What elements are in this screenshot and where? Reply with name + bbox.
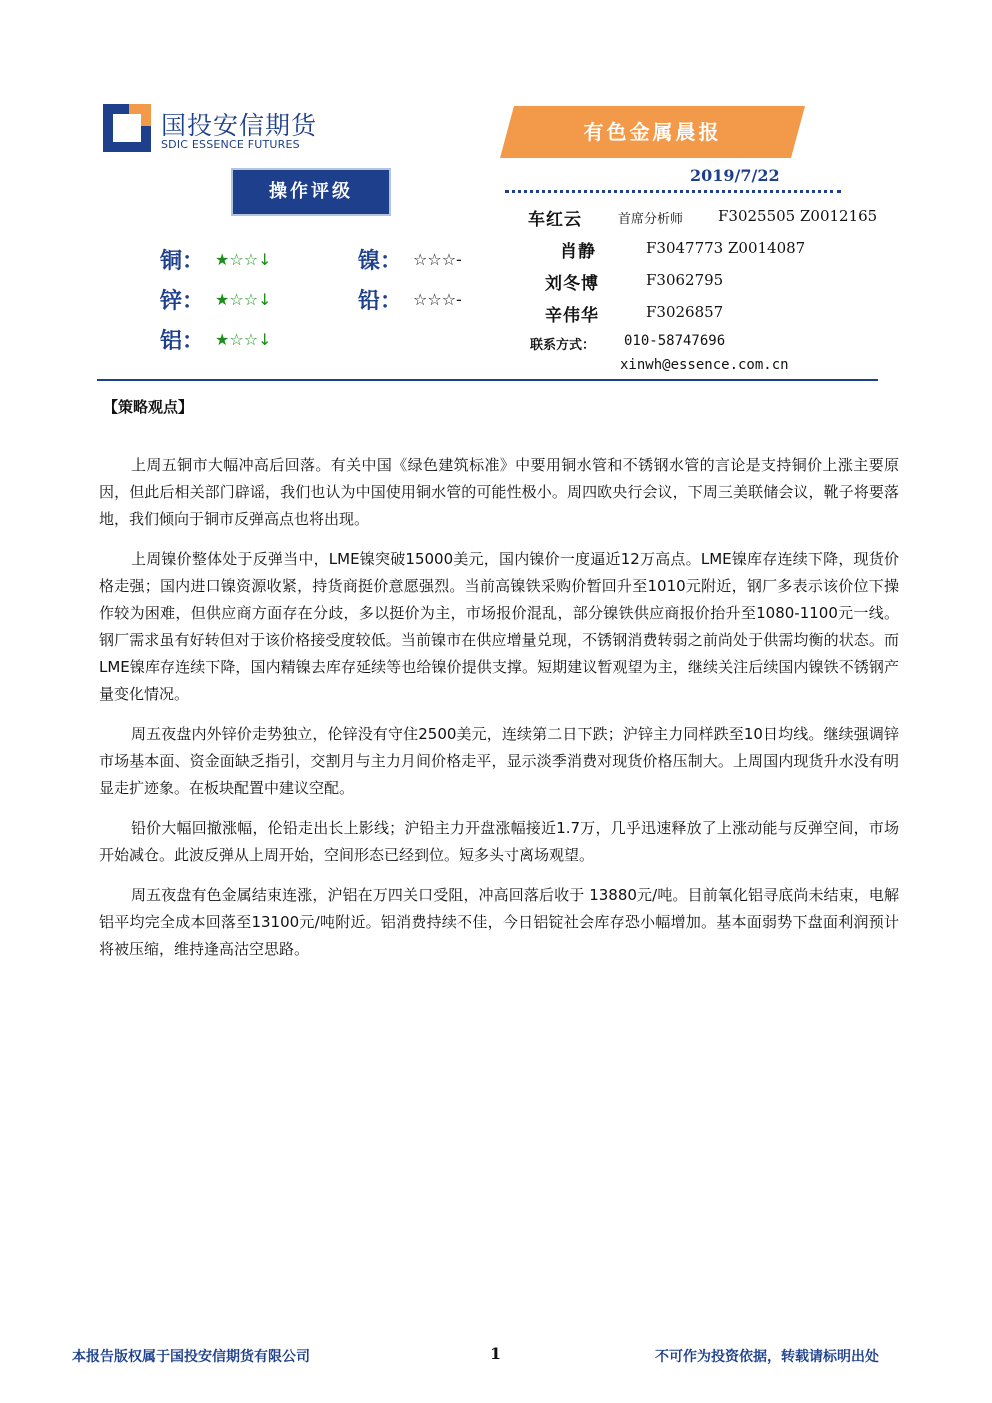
metal-label-nickel: 镍： bbox=[358, 248, 403, 274]
contact-email: xinwh@essence.com.cn bbox=[620, 357, 789, 373]
rating-stars-aluminum: ★☆☆↓ bbox=[215, 330, 272, 349]
contact-phone: 010-58747696 bbox=[624, 333, 726, 349]
rating-stars-copper: ★☆☆↓ bbox=[215, 250, 272, 269]
report-date: 2019/7/22 bbox=[690, 166, 780, 185]
paragraph-zinc: 周五夜盘内外锌价走势独立，伦锌没有守住2500美元，连续第二日下跌；沪锌主力同样跌至10日均线。继续强调锌市场基本面、资金面缺乏指引，交割月与主力月间价格走平，显示淡季消费对现货价格压制大。上周国内现货升水没有明显走扩迹象。在板块配置中建议空配。 bbox=[99, 725, 899, 797]
rating-stars-zinc: ★☆☆↓ bbox=[215, 290, 272, 309]
rating-stars-nickel: ☆☆☆- bbox=[413, 250, 462, 269]
report-title: 有色金属晨报 bbox=[583, 120, 722, 144]
paragraph-lead: 铅价大幅回撤涨幅，伦铅走出长上影线；沪铅主力开盘涨幅接近1.7万，几乎迅速释放了上涨动能与反弹空间，市场开始减仓。此波反弹从上周开始，空间形态已经到位。短多头寸离场观望。 bbox=[99, 819, 899, 864]
analyst-name: 肖静 bbox=[560, 242, 596, 262]
analyst-name: 车红云 bbox=[528, 210, 582, 230]
analyst-codes: F3062795 bbox=[646, 271, 724, 289]
rating-label-box bbox=[233, 170, 389, 214]
analyst-codes: F3026857 bbox=[646, 303, 724, 321]
metal-label-zinc: 锌： bbox=[160, 288, 205, 314]
header-divider bbox=[97, 379, 878, 381]
dotted-divider bbox=[505, 190, 841, 193]
paragraph-aluminum: 周五夜盘有色金属结束连涨，沪铝在万四关口受阻，冲高回落后收于 13880元/吨。目前氧化铝寻底尚未结束，电解铝平均完全成本回落至13100元/吨附近。铝消费持续不佳，今日铝锭社会库存恐小幅增加。基本面弱势下盘面利润预计将被压缩，维持逢高沽空思路。 bbox=[99, 886, 899, 958]
page-number: 1 bbox=[490, 1344, 502, 1363]
metal-label-copper: 铜： bbox=[160, 248, 205, 274]
section-title: 【策略观点】 bbox=[103, 398, 194, 416]
analyst-name: 辛伟华 bbox=[545, 306, 599, 326]
report-title-banner bbox=[500, 106, 805, 158]
logo-name-en: SDIC ESSENCE FUTURES bbox=[161, 138, 300, 151]
analyst-codes: F3025505 Z0012165 bbox=[718, 207, 878, 225]
footer-copyright: 本报告版权属于国投安信期货有限公司 bbox=[72, 1349, 310, 1365]
contact-label: 联系方式： bbox=[530, 338, 596, 353]
paragraph-copper: 上周五铜市大幅冲高后回落。有关中国《绿色建筑标准》中要用铜水管和不锈钢水管的言论是支持铜价上涨主要原因，但此后相关部门辟谣，我们也认为中国使用铜水管的可能性极小。周四欧央行会议，下周三美联储会议，靴子将要落地，我们倾向于铜市反弹高点也将出现。 bbox=[99, 456, 899, 528]
rating-stars-lead: ☆☆☆- bbox=[413, 290, 462, 309]
logo-mark-icon bbox=[103, 104, 151, 152]
rating-label: 操作评级 bbox=[269, 181, 353, 202]
metal-label-lead: 铅： bbox=[358, 288, 403, 314]
metal-label-aluminum: 铝： bbox=[160, 328, 205, 354]
analyst-name: 刘冬博 bbox=[545, 274, 599, 294]
company-logo bbox=[103, 104, 318, 154]
analyst-title: 首席分析师 bbox=[618, 212, 684, 227]
footer-disclaimer: 不可作为投资依据，转载请标明出处 bbox=[655, 1349, 879, 1365]
strategy-body bbox=[99, 452, 899, 976]
paragraph-nickel: 上周镍价整体处于反弹当中，LME镍突破15000美元，国内镍价一度逼近12万高点。LME镍库存连续下降，现货价格走强；国内进口镍资源收紧，持货商挺价意愿强烈。当前高镍铁采购价暂回升至1010元附近，钢厂多表示该价位下操作较为困难，但供应商方面存在分歧，多以挺价为主，市场报价混乱，部分镍铁供应商报价抬升至1080-1100元一线。钢厂需求虽有好转但对于该价格接受度较低。当前镍市在供应增量兑现，不锈钢消费转弱之前尚处于供需均衡的状态。而LME镍库存连续下降，国内精镍去库存延续等也给镍价提供支撑。短期建议暂观望为主，继续关注后续国内镍铁不锈钢产量变化情况。 bbox=[99, 550, 899, 703]
analyst-codes: F3047773 Z0014087 bbox=[646, 239, 806, 257]
logo-name-cn: 国投安信期货 bbox=[161, 111, 318, 140]
